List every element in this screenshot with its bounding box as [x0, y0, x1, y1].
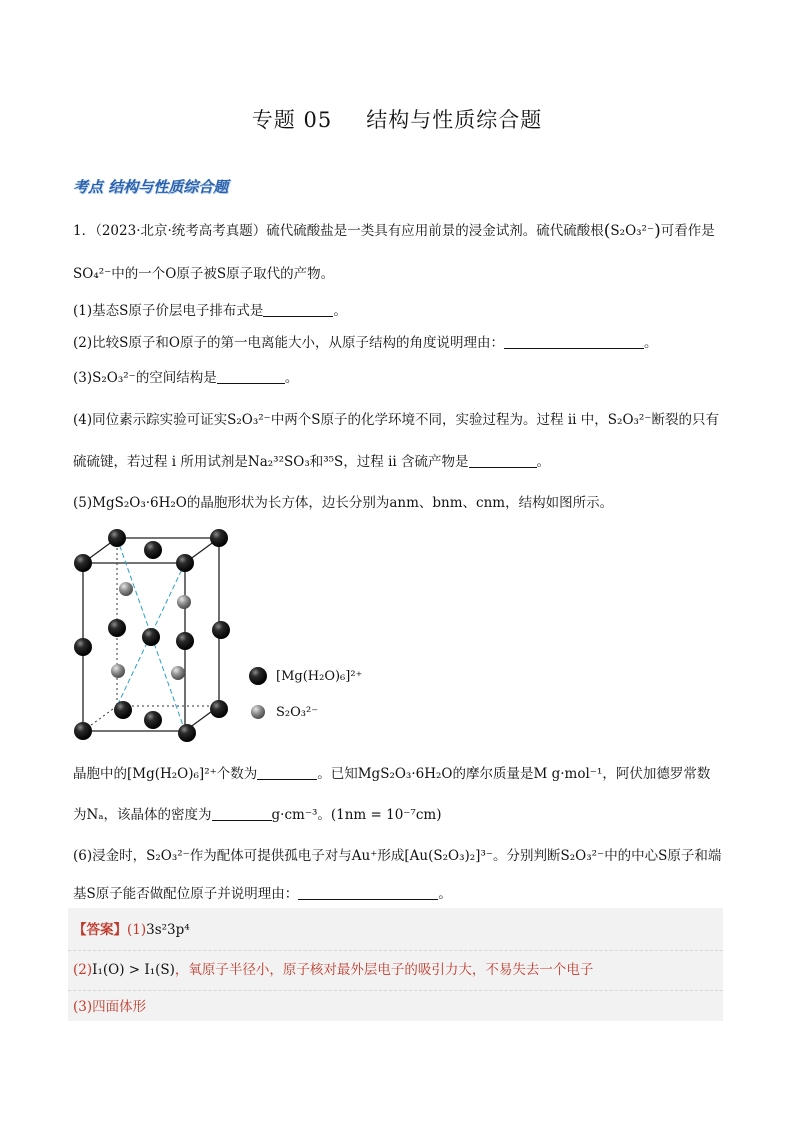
part-5-avogadro: Nₐ: [86, 807, 104, 823]
answer-blank-4[interactable]: [469, 453, 537, 468]
part-5-text-5: 。已知: [317, 766, 358, 782]
answer-1-value: 3s²3p⁴: [146, 922, 190, 938]
intro-text-2: 可看作是: [660, 223, 715, 239]
part-2: [73, 333, 723, 353]
part-5-text-9: ，该晶体的密度为: [103, 807, 212, 823]
part-5-formula-2: MgS₂O₃·6H₂O: [357, 766, 453, 782]
part-6-end: 。: [438, 886, 452, 902]
part-1: [73, 301, 723, 321]
answer-2-math: I₁(O) > I₁(S): [92, 962, 175, 978]
answer-1: [73, 920, 723, 940]
part-6-complex: [Au(S₂O₃)₂]³⁻: [404, 848, 493, 864]
black-sphere-icon: [248, 666, 268, 686]
part-4-text-d: 硫硫键，若过程 i 所用试剂是: [73, 454, 248, 470]
part-6-text-d: 中的中心S原子和端: [604, 848, 722, 864]
diagram-legend: [248, 665, 362, 737]
part-6-ion-2: S₂O₃²⁻: [560, 848, 605, 864]
part-6-line-2: [73, 884, 723, 904]
part-5-complex: [Mg(H₂O)₆]²⁺: [127, 766, 217, 782]
answer-3: [73, 997, 723, 1017]
answer-2-label: (2): [73, 962, 93, 978]
legend-label-mg-complex: [Mg(H₂O)₆]²⁺: [276, 668, 363, 684]
part-4-text-a: (4)同位素示踪实验可证实: [73, 412, 228, 428]
part-3-end: 。: [284, 370, 299, 386]
part-4-text-c: 断裂的只有: [651, 412, 719, 428]
part-5-text-4: 个数为: [216, 766, 258, 782]
answer-blank-6[interactable]: [298, 885, 438, 900]
answer-blank-5a[interactable]: [257, 765, 317, 780]
answer-blank-3[interactable]: [217, 369, 285, 384]
legend-item-thiosulfate: [248, 701, 362, 723]
answer-divider-1: [68, 950, 723, 951]
legend-item-mg-complex: [248, 665, 362, 687]
part-6-text-a: (6)浸金时，: [73, 848, 147, 864]
part-5-molar-mass: M g·mol⁻¹: [533, 766, 603, 782]
part-6-text-b: 作为配体可提供孤电子对与Au⁺形成: [189, 848, 405, 864]
part-5-text-10: 。: [317, 807, 331, 823]
answer-divider-2: [68, 990, 723, 991]
part-4-reagent: Na₂³²SO₃和³⁵S: [247, 454, 344, 470]
answer-3-label: (3): [73, 999, 93, 1015]
answer-2-text: ，氧原子半径小，原子核对最外层电子的吸引力大，不易失去一个电子: [174, 962, 594, 978]
part-4-end: 。: [536, 454, 551, 470]
part-4-text-b: 中两个S原子的化学环境不同，实验过程为。过程 ii 中，: [270, 412, 608, 428]
part-5-text-7: ，阿伏加德罗常数: [602, 766, 711, 782]
part-4-text-e: ，过程 ii 含硫产物是: [343, 454, 469, 470]
crystal-cell-diagram: [68, 525, 243, 750]
part-1-end: 。: [333, 303, 347, 319]
intro-text: 1．（2023·北京·统考高考真题）硫代硫酸盐是一类具有应用前景的浸金试剂。硫代硫酸根: [73, 223, 604, 239]
thiosulfate-formula: S₂O₃²⁻: [610, 223, 655, 239]
answer-blank-1[interactable]: [263, 302, 333, 317]
grey-sphere-icon: [248, 702, 268, 722]
part-5-text-2: ，结构如图所示。: [505, 495, 614, 511]
answer-3-text: 四面体形: [92, 999, 147, 1015]
part-5-text-3: 晶胞中的: [73, 766, 127, 782]
title-text: 结构与性质综合题: [366, 108, 543, 132]
question-intro-line-2: SO₄²⁻中的一个O原子被S原子取代的产物。: [73, 266, 335, 282]
part-5-text: 的晶胞形状为长方体，边长分别为: [186, 495, 390, 511]
part-5-dimensions: anm、bnm、cnm: [389, 495, 506, 511]
part-4-line-1: [73, 410, 723, 430]
part-5-conversion: (1nm = 10⁻⁷cm): [330, 807, 442, 823]
part-1-text: (1)基态S原子价层电子排布式是: [73, 303, 264, 319]
part-5-density-unit: g·cm⁻³: [271, 807, 318, 823]
part-3-text: 的空间结构是: [135, 370, 217, 386]
answer-blank-2[interactable]: [504, 334, 644, 349]
part-5-line-2: [73, 764, 723, 784]
part-6-line-1: [73, 846, 723, 866]
part-2-end: 。: [643, 335, 658, 351]
part-4-ion: S₂O₃²⁻: [227, 412, 271, 428]
part-6-text-e: 基S原子能否做配位原子并说明理由：: [73, 886, 299, 902]
answer-tag: 【答案】: [73, 922, 127, 938]
answer-1-label: (1): [127, 922, 147, 938]
part-2-text: (2)比较S原子和O原子的第一电离能大小，从原子结构的角度说明理由：: [73, 335, 504, 351]
question-intro-line-1: 1．（2023·北京·统考高考真题）硫代硫酸盐是一类具有应用前景的浸金试剂。硫代硫酸根(S₂O₃²⁻)可看作是: [73, 221, 715, 241]
answer-blank-5b[interactable]: [212, 806, 272, 821]
mg-complex-atoms: [74, 529, 230, 742]
part-5-line-1: [73, 493, 723, 513]
legend-label-thiosulfate: S₂O₃²⁻: [276, 704, 319, 720]
part-6-ion: S₂O₃²⁻: [146, 848, 190, 864]
part-5-line-3: [73, 805, 723, 825]
part-4-ion-2: S₂O₃²⁻: [607, 412, 652, 428]
part-3-ion: S₂O₃²⁻: [92, 370, 136, 386]
answer-2: [73, 960, 723, 980]
section-heading: 考点 结构与性质综合题: [73, 178, 229, 196]
part-6-text-c: 。分别判断: [493, 848, 561, 864]
page-title: [0, 104, 794, 134]
part-5-label: (5): [73, 495, 93, 511]
part-4-line-2: [73, 452, 723, 472]
part-5-formula: MgS₂O₃·6H₂O: [92, 495, 187, 511]
title-number: 专题 05: [251, 108, 333, 132]
part-3: [73, 368, 723, 388]
part-5-text-8: 为: [73, 807, 87, 823]
part-5-text-6: 的摩尔质量是: [452, 766, 534, 782]
part-3-label: (3): [73, 370, 93, 386]
